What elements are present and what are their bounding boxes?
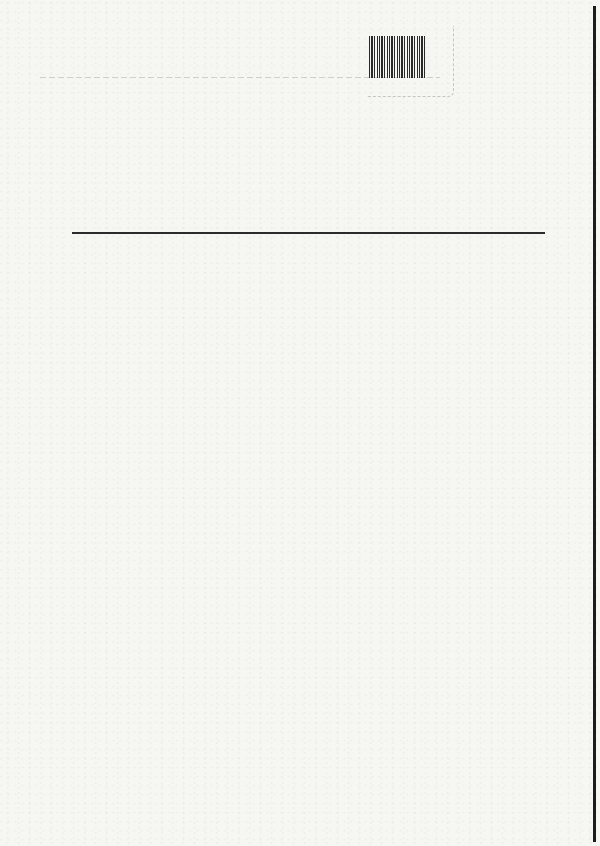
reference-row [97, 449, 232, 463]
term-entry [75, 584, 82, 598]
section-1-heading [75, 253, 101, 267]
reference-row [97, 468, 232, 482]
term-entry [75, 544, 82, 558]
reference-row [97, 373, 232, 387]
barcode-icon [369, 36, 425, 78]
page-edge-line [593, 6, 596, 842]
section-3-heading [75, 496, 101, 510]
header-divider [72, 232, 545, 234]
reference-row [97, 411, 232, 425]
section-2-heading [75, 346, 101, 360]
reference-row [97, 430, 232, 444]
reference-row [97, 392, 232, 406]
term-entry [75, 664, 82, 678]
term-entry [75, 704, 82, 718]
